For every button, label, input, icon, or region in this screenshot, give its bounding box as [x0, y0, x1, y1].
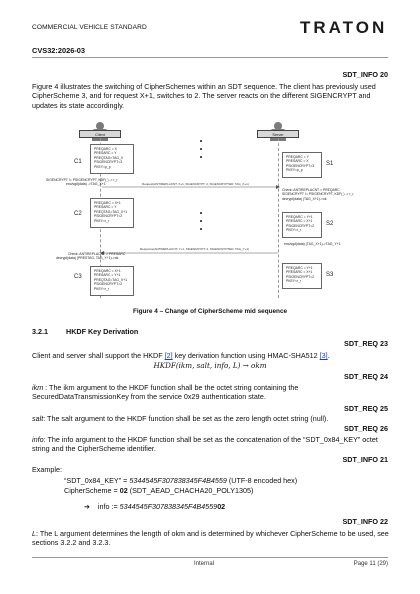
state-line: PKEY=r_r — [94, 218, 110, 223]
example-text: (SDT_AEAD_CHACHA20_POLY1305) — [127, 486, 254, 495]
ellipsis-dot — [200, 228, 202, 230]
state-line: PKEY=p_p — [94, 164, 111, 169]
req26-paragraph — [32, 435, 392, 454]
client-note-check — [56, 252, 125, 261]
note-line: Check: ANTIREPLACNT > PREQARC — [282, 188, 340, 192]
note-line: Check: ANTIREPLACNT > PRESARC — [68, 252, 126, 256]
example-label: Example: — [32, 465, 62, 474]
section-heading — [32, 327, 138, 336]
example-hex-value: 5344545F307838345F4B4559 — [129, 476, 227, 485]
s1-label: S1 — [326, 161, 334, 167]
state-line: PREQARC = Y — [286, 154, 309, 159]
request-message-label: Request(ANTIREPLACNT: X+1, SIGENCRYPT: 2, SIGENCRYPTED: TAG_X+1) — [142, 182, 249, 186]
state-line: PKEY=r_r — [94, 286, 110, 291]
req24-paragraph — [32, 383, 392, 402]
tag-sdt-req-24: SDT_REQ 24 — [344, 372, 388, 381]
state-line: PREQTAG=TAG_X+1 — [94, 209, 128, 214]
note-line: SIGENCRYPT != PSIGENCRYPT, KDF( ) -> r_r — [282, 192, 354, 197]
state-line: PREQARC = X+1 — [94, 200, 121, 205]
tag-sdt-info-21: SDT_INFO 21 — [342, 455, 388, 464]
c3-label: C3 — [74, 274, 82, 280]
term-salt: salt — [32, 414, 44, 423]
req24-text: : The ikm argument to the HKDF function shall be the octet string containing the SecuredDataTransmissionKey from the service 0x29 authentication state. — [32, 383, 299, 402]
term-info: info — [32, 435, 44, 444]
traton-logo: TRATON — [300, 18, 388, 37]
s2-state-box — [282, 212, 322, 238]
state-line: PREQARC = Y+1 — [286, 214, 313, 219]
client-label: Client — [79, 130, 121, 138]
reference-link-3[interactable]: [3] — [319, 351, 328, 360]
state-line: PKEY=r_r — [286, 228, 302, 233]
state-line: PREQTAG=TAG_X — [94, 155, 124, 160]
req23-text: Client and server shall support the HKDF — [32, 351, 165, 360]
state-line: PREQARC = X — [94, 146, 117, 151]
term-ikm: ikm — [32, 383, 44, 392]
note-line: SIGENCRYPT != PSIGENCRYPT, KDF( ) -> r_r — [46, 178, 118, 182]
standard-title: COMMERCIAL VEHICLE STANDARD — [32, 24, 147, 31]
c1-state-box — [90, 144, 134, 174]
term-l: L — [32, 529, 36, 538]
server-lifeline — [278, 138, 279, 298]
tag-sdt-info-20: SDT_INFO 20 — [342, 70, 388, 79]
state-line: PRESARC = X+1 — [286, 270, 313, 275]
sequence-diagram — [46, 120, 360, 300]
s3-state-box — [282, 263, 322, 289]
c2-state-box — [90, 198, 134, 228]
state-line: PREQARC = Y+1 — [286, 265, 313, 270]
ellipsis-dot — [200, 156, 202, 158]
example-text: (UTF-8 encoded hex) — [226, 476, 298, 485]
ellipsis-dot — [200, 212, 202, 214]
tag-sdt-req-26: SDT_REQ 26 — [344, 424, 388, 433]
cipher-id-value: 02 — [119, 486, 128, 495]
state-line: PSIGENCRYPT=2 — [94, 282, 123, 287]
req23-text: key derivation function using HMAC-SHA512 — [172, 351, 320, 360]
example-line-cipher — [64, 486, 394, 495]
section-title: HKDF Key Derivation — [66, 327, 139, 336]
example-text: “SDT_0x84_KEY” = — [64, 476, 130, 485]
page-number: Page 11 (29) — [353, 561, 388, 567]
req25-text: : The salt argument to the HKDF function shall be set as the zero length octet string (null). — [43, 414, 329, 423]
c1-label: C1 — [74, 159, 82, 165]
example-line-info — [84, 502, 394, 512]
s1-state-box — [282, 152, 322, 178]
ellipsis-dot — [200, 148, 202, 150]
example-line-key — [64, 476, 394, 485]
response-arrow — [100, 250, 280, 258]
s2-label: S2 — [326, 221, 334, 227]
classification-label: Internal — [194, 561, 215, 567]
response-message-label: Response(ANTIREPLACNT: Y+1, SIGENCRYPT: 2, SIGENCRYPTED: TAG_Y+1) — [140, 247, 250, 251]
state-line: PSIGENCRYPT=2 — [286, 223, 315, 228]
document-id: CVS32:2026-03 — [32, 46, 86, 55]
tag-sdt-req-23: SDT_REQ 23 — [344, 339, 388, 348]
server-note-enc: enc/sgd(data) (TAG_X+1)->TAG_Y+1 — [284, 242, 341, 246]
right-arrow-icon: ➔ — [84, 504, 90, 511]
intro-paragraph: Figure 4 illustrates the switching of CipherSchemes within an SDT sequence. The client has previously used CipherScheme 3, and for request X+1, switches to 2. The server reacts on the different SIGENCRYPT and updates its state accordingly. — [32, 82, 376, 110]
footer-divider — [32, 557, 388, 558]
info22-text: : The L argument determines the length of okm and is determined by whichever CipherScheme to be used, see sections 3.2.2 and 3.2.3. — [32, 529, 389, 548]
state-line: PRESARC = Y — [94, 151, 117, 156]
state-line: PSIGENCRYPT=2 — [286, 274, 315, 279]
server-note-check — [282, 188, 354, 201]
info-hex-value: 5344545F307838345F4B4559 — [119, 502, 218, 511]
state-line: PSIGENCRYPT=3 — [286, 163, 315, 168]
example-text: CipherScheme = — [64, 486, 120, 495]
state-line: PREQARC = X+1 — [94, 268, 121, 273]
info22-paragraph — [32, 529, 392, 548]
state-line: PSIGENCRYPT=3 — [94, 160, 123, 165]
note-line: enc/sgd(data) ->TAG_X+1 — [66, 182, 106, 187]
figure-caption: Figure 4 – Change of CipherScheme mid sequence — [132, 308, 288, 315]
state-line: PREQTAG=TAG_X+1 — [94, 277, 128, 282]
state-line: PRESARC = X — [286, 159, 309, 164]
ellipsis-dot — [200, 220, 202, 222]
state-line: PKEY=p_p — [286, 168, 303, 173]
tag-sdt-info-22: SDT_INFO 22 — [342, 517, 388, 526]
note-line: decrypt(data) (TAG_X+1)->ok — [282, 196, 327, 201]
header-divider — [32, 57, 388, 58]
ellipsis-dot — [200, 140, 202, 142]
state-line: PKEY=r_r — [286, 279, 302, 284]
note-line: decrypt(data) (PRESTAG, TAG_Y+1)->ok — [56, 256, 119, 261]
state-line: PRESARC = X+1 — [286, 219, 313, 224]
state-line: PRESARC = Y — [94, 205, 117, 210]
req23-paragraph — [32, 351, 392, 360]
info-hex-suffix: 02 — [217, 502, 226, 511]
c3-state-box — [90, 266, 134, 296]
example-text: info := — [97, 502, 120, 511]
state-line: PSIGENCRYPT=2 — [94, 214, 123, 219]
state-line: PRESARC = Y+1 — [94, 273, 121, 278]
req26-text: : The info argument to the HKDF function shall be set as the concatenation of the “SDT_0x84_KEY” octet string and the CipherScheme identifier. — [32, 435, 378, 454]
c2-label: C2 — [74, 211, 82, 217]
reference-link-2[interactable]: [2] — [164, 351, 173, 360]
tag-sdt-req-25: SDT_REQ 25 — [344, 404, 388, 413]
hkdf-formula: HKDF(ikm, salt, info, L) → okm — [153, 361, 267, 370]
req25-paragraph — [32, 414, 392, 423]
s3-label: S3 — [326, 272, 334, 278]
req23-text: . — [327, 351, 330, 360]
server-label: Server — [257, 130, 299, 138]
section-number: 3.2.1 — [32, 327, 48, 336]
